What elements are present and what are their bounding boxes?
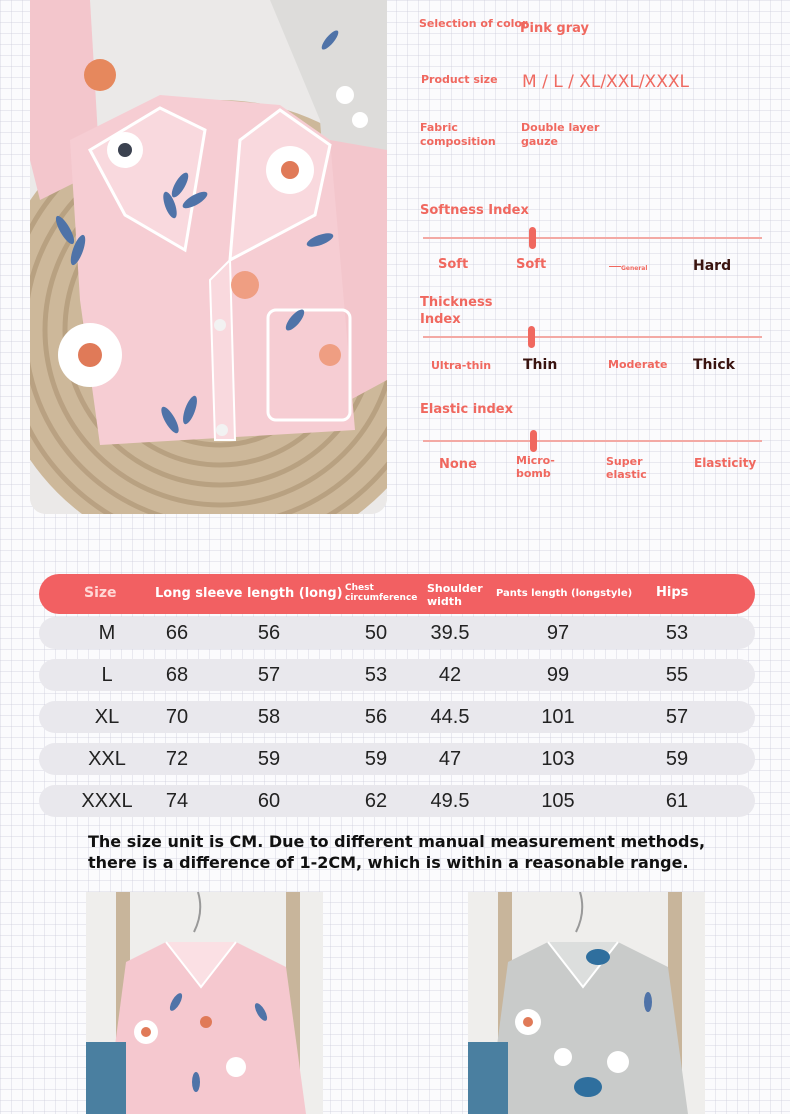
elastic-marker: [530, 430, 537, 452]
fabric-value: Double layer gauze: [521, 121, 600, 148]
header-hips: Hips: [656, 585, 689, 600]
softness-option: Hard: [693, 258, 732, 274]
measurement-cell: 44.5: [430, 706, 470, 728]
measurement-cell: 59: [665, 748, 689, 770]
size-cell: M: [98, 622, 116, 644]
measurement-cell: 103: [541, 748, 575, 770]
measurement-cell: 39.5: [430, 622, 470, 644]
elastic-option: None: [439, 457, 477, 472]
size-value: M / L / XL/XXL/XXXL: [522, 72, 689, 92]
measurement-cell: 57: [257, 664, 281, 686]
thickness-marker: [528, 326, 535, 348]
measurement-cell: 101: [541, 706, 575, 728]
gray-pajama-photo: [468, 892, 705, 1114]
softness-option: Soft: [516, 257, 547, 272]
elastic-option: Elasticity: [694, 456, 757, 470]
measurement-cell: 50: [364, 622, 388, 644]
measurement-cell: 53: [364, 664, 388, 686]
elastic-track: [423, 440, 762, 442]
measurement-cell: 60: [257, 790, 281, 812]
header-sleeve-length: Long sleeve length (long): [155, 586, 343, 601]
header-pants-length: Pants length (longstyle): [496, 588, 633, 599]
softness-marker: [529, 227, 536, 249]
thickness-track: [423, 336, 762, 338]
size-cell: XL: [94, 706, 120, 728]
softness-title: Softness Index: [420, 203, 529, 218]
measurement-cell: 70: [165, 706, 189, 728]
table-row: [39, 659, 755, 691]
measurement-cell: 42: [438, 664, 462, 686]
table-row: [39, 785, 755, 817]
size-note: The size unit is CM. Due to different manual measurement methods, there is a difference of 1-2CM, which is within a reasonable range.: [88, 832, 706, 872]
size-label: Product size: [421, 73, 498, 86]
measurement-cell: 99: [546, 664, 570, 686]
table-row: [39, 743, 755, 775]
measurement-cell: 61: [665, 790, 689, 812]
elastic-option: Super elastic: [606, 455, 647, 481]
elastic-option: Micro-bomb: [516, 454, 555, 480]
size-cell: L: [101, 664, 113, 686]
size-table-header: [39, 574, 755, 614]
size-cell: XXL: [88, 748, 126, 770]
table-row: [39, 701, 755, 733]
softness-option: Soft: [438, 257, 469, 272]
header-chest: Chest circumference: [345, 583, 418, 603]
measurement-cell: 66: [165, 622, 189, 644]
measurement-cell: 105: [541, 790, 575, 812]
measurement-cell: 55: [665, 664, 689, 686]
elastic-title: Elastic index: [420, 402, 513, 417]
measurement-cell: 53: [665, 622, 689, 644]
measurement-cell: 74: [165, 790, 189, 812]
measurement-cell: 72: [165, 748, 189, 770]
measurement-cell: 56: [257, 622, 281, 644]
thickness-option: Moderate: [608, 358, 668, 371]
measurement-cell: 59: [364, 748, 388, 770]
measurement-cell: 49.5: [430, 790, 470, 812]
color-value: Pink gray: [520, 21, 589, 36]
fabric-label: Fabric composition: [420, 121, 496, 148]
dash-mark: [609, 266, 621, 267]
product-photo-pink-pajama: [30, 0, 387, 514]
measurement-cell: 47: [438, 748, 462, 770]
header-shoulder: Shoulder width: [427, 582, 483, 608]
measurement-cell: 58: [257, 706, 281, 728]
header-size: Size: [84, 585, 117, 601]
table-row: [39, 617, 755, 649]
measurement-cell: 62: [364, 790, 388, 812]
measurement-cell: 97: [546, 622, 570, 644]
thickness-option: Thin: [523, 357, 558, 373]
measurement-cell: 56: [364, 706, 388, 728]
thickness-option: Ultra-thin: [431, 359, 492, 372]
pink-pajama-photo: [86, 892, 323, 1114]
softness-track: [423, 237, 762, 239]
thickness-option: Thick: [693, 357, 735, 373]
measurement-cell: 59: [257, 748, 281, 770]
measurement-cell: 57: [665, 706, 689, 728]
color-label: Selection of color: [419, 17, 528, 30]
size-cell: XXXL: [81, 790, 133, 812]
softness-option: General: [621, 265, 648, 272]
measurement-cell: 68: [165, 664, 189, 686]
thickness-title: Thickness Index: [420, 295, 493, 327]
